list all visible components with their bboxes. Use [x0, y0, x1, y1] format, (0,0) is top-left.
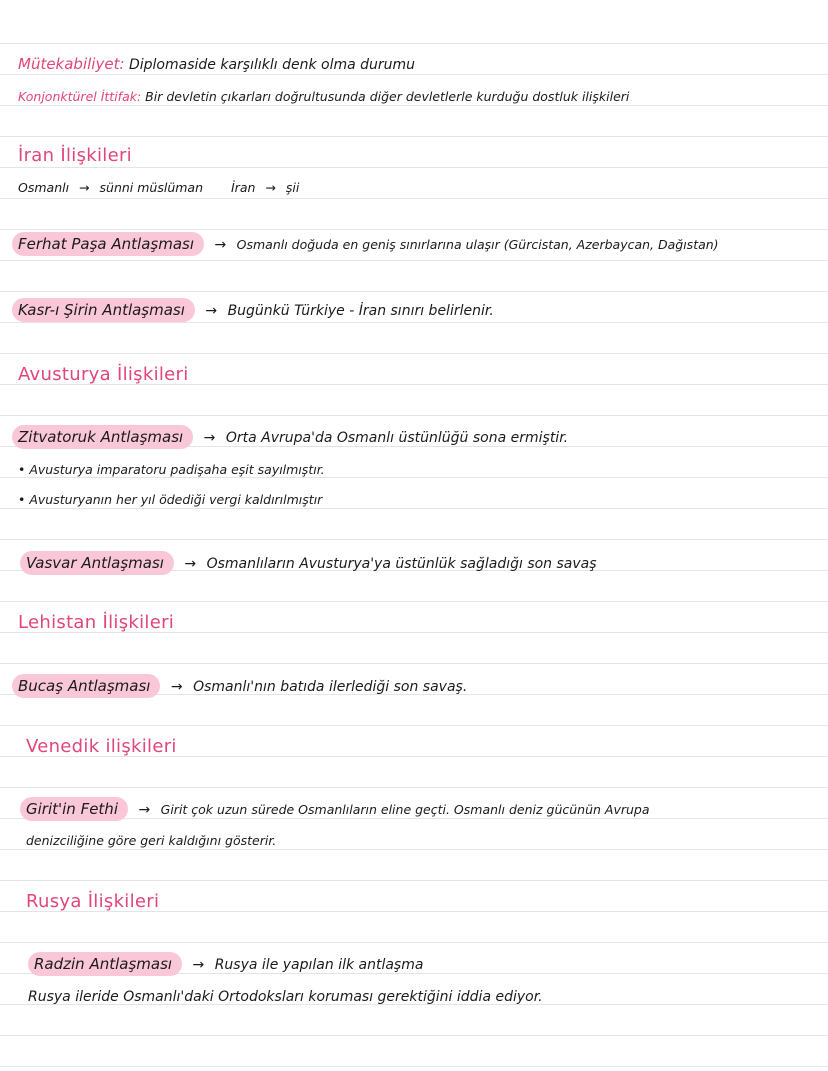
bullet-item	[18, 460, 325, 480]
treaty-name-highlight: Ferhat Paşa Antlaşması	[12, 232, 204, 256]
definition-text: Diplomaside karşılıklı denk olma durumu	[128, 57, 416, 73]
note-left: Osmanlı	[18, 180, 70, 195]
section-title-lehistan: Lehistan İlişkileri	[18, 612, 175, 633]
arrow-icon: →	[138, 802, 151, 818]
definition-text: Bir devletin çıkarları doğrultusunda diğer devletlerle kurduğu dostluk ilişkileri	[145, 89, 630, 104]
treaty-name-highlight: Kasr-ı Şirin Antlaşması	[12, 298, 195, 322]
definition-row	[18, 54, 415, 75]
note-right-value: şii	[285, 180, 300, 195]
treaty-row	[18, 234, 719, 255]
treaty-name-highlight: Girit'in Fethi	[20, 797, 128, 821]
sect-note	[18, 178, 299, 198]
treaty-row	[26, 799, 650, 820]
treaty-name-highlight: Radzin Antlaşması	[28, 952, 182, 976]
section-title-venedik: Venedik ilişkileri	[26, 736, 177, 757]
definition-term: Mütekabiliyet:	[18, 55, 125, 73]
definition-term: Konjonktürel İttifak:	[18, 89, 142, 104]
treaty-name-highlight: Bucaş Antlaşması	[12, 674, 160, 698]
arrow-icon: →	[265, 180, 276, 195]
treaty-row	[26, 553, 597, 574]
treaty-description: Osmanlı'nın batıda ilerlediği son savaş.	[193, 679, 468, 695]
treaty-description-continued: Rusya ileride Osmanlı'daki Ortodoksları koruması gerektiğini iddia ediyor.	[28, 989, 543, 1005]
treaty-description: Rusya ile yapılan ilk antlaşma	[214, 957, 424, 973]
arrow-icon: →	[205, 303, 218, 319]
arrow-icon: →	[79, 180, 90, 195]
treaty-row	[18, 427, 568, 448]
arrow-icon: →	[170, 679, 183, 695]
arrow-icon: →	[214, 237, 227, 253]
treaty-description: Orta Avrupa'da Osmanlı üstünlüğü sona ermiştir.	[225, 430, 569, 446]
treaty-name-highlight: Zitvatoruk Antlaşması	[12, 425, 193, 449]
treaty-row	[18, 300, 494, 321]
treaty-description: Girit çok uzun sürede Osmanlıların eline geçti. Osmanlı deniz gücünün Avrupa	[160, 802, 650, 817]
bullet-item	[18, 490, 322, 510]
treaty-row	[34, 954, 423, 975]
arrow-icon: →	[203, 430, 216, 446]
bullet-icon: •	[18, 492, 30, 507]
treaty-description: Osmanlı doğuda en geniş sınırlarına ulaşır (Gürcistan, Azerbaycan, Dağıstan)	[236, 237, 719, 252]
note-left-value: sünni müslüman	[99, 180, 204, 195]
arrow-icon: →	[184, 556, 197, 572]
treaty-description: Osmanlıların Avusturya'ya üstünlük sağladığı son savaş	[206, 556, 597, 572]
bullet-icon: •	[18, 462, 30, 477]
note-right: İran	[231, 180, 256, 195]
bullet-text: Avusturya imparatoru padişaha eşit sayılmıştır.	[29, 462, 325, 477]
section-title-iran: İran İlişkileri	[18, 145, 132, 166]
treaty-description: Bugünkü Türkiye - İran sınırı belirlenir.	[227, 303, 494, 319]
bullet-text: Avusturyanın her yıl ödediği vergi kaldırılmıştır	[29, 492, 323, 507]
arrow-icon: →	[192, 957, 205, 973]
treaty-description-continued: denizciliğine göre geri kaldığını gösterir.	[26, 833, 277, 848]
section-title-rusya: Rusya İlişkileri	[26, 891, 160, 912]
treaty-row	[18, 676, 467, 697]
section-title-avusturya: Avusturya İlişkileri	[18, 364, 189, 385]
definition-row	[18, 87, 629, 107]
treaty-name-highlight: Vasvar Antlaşması	[20, 551, 174, 575]
